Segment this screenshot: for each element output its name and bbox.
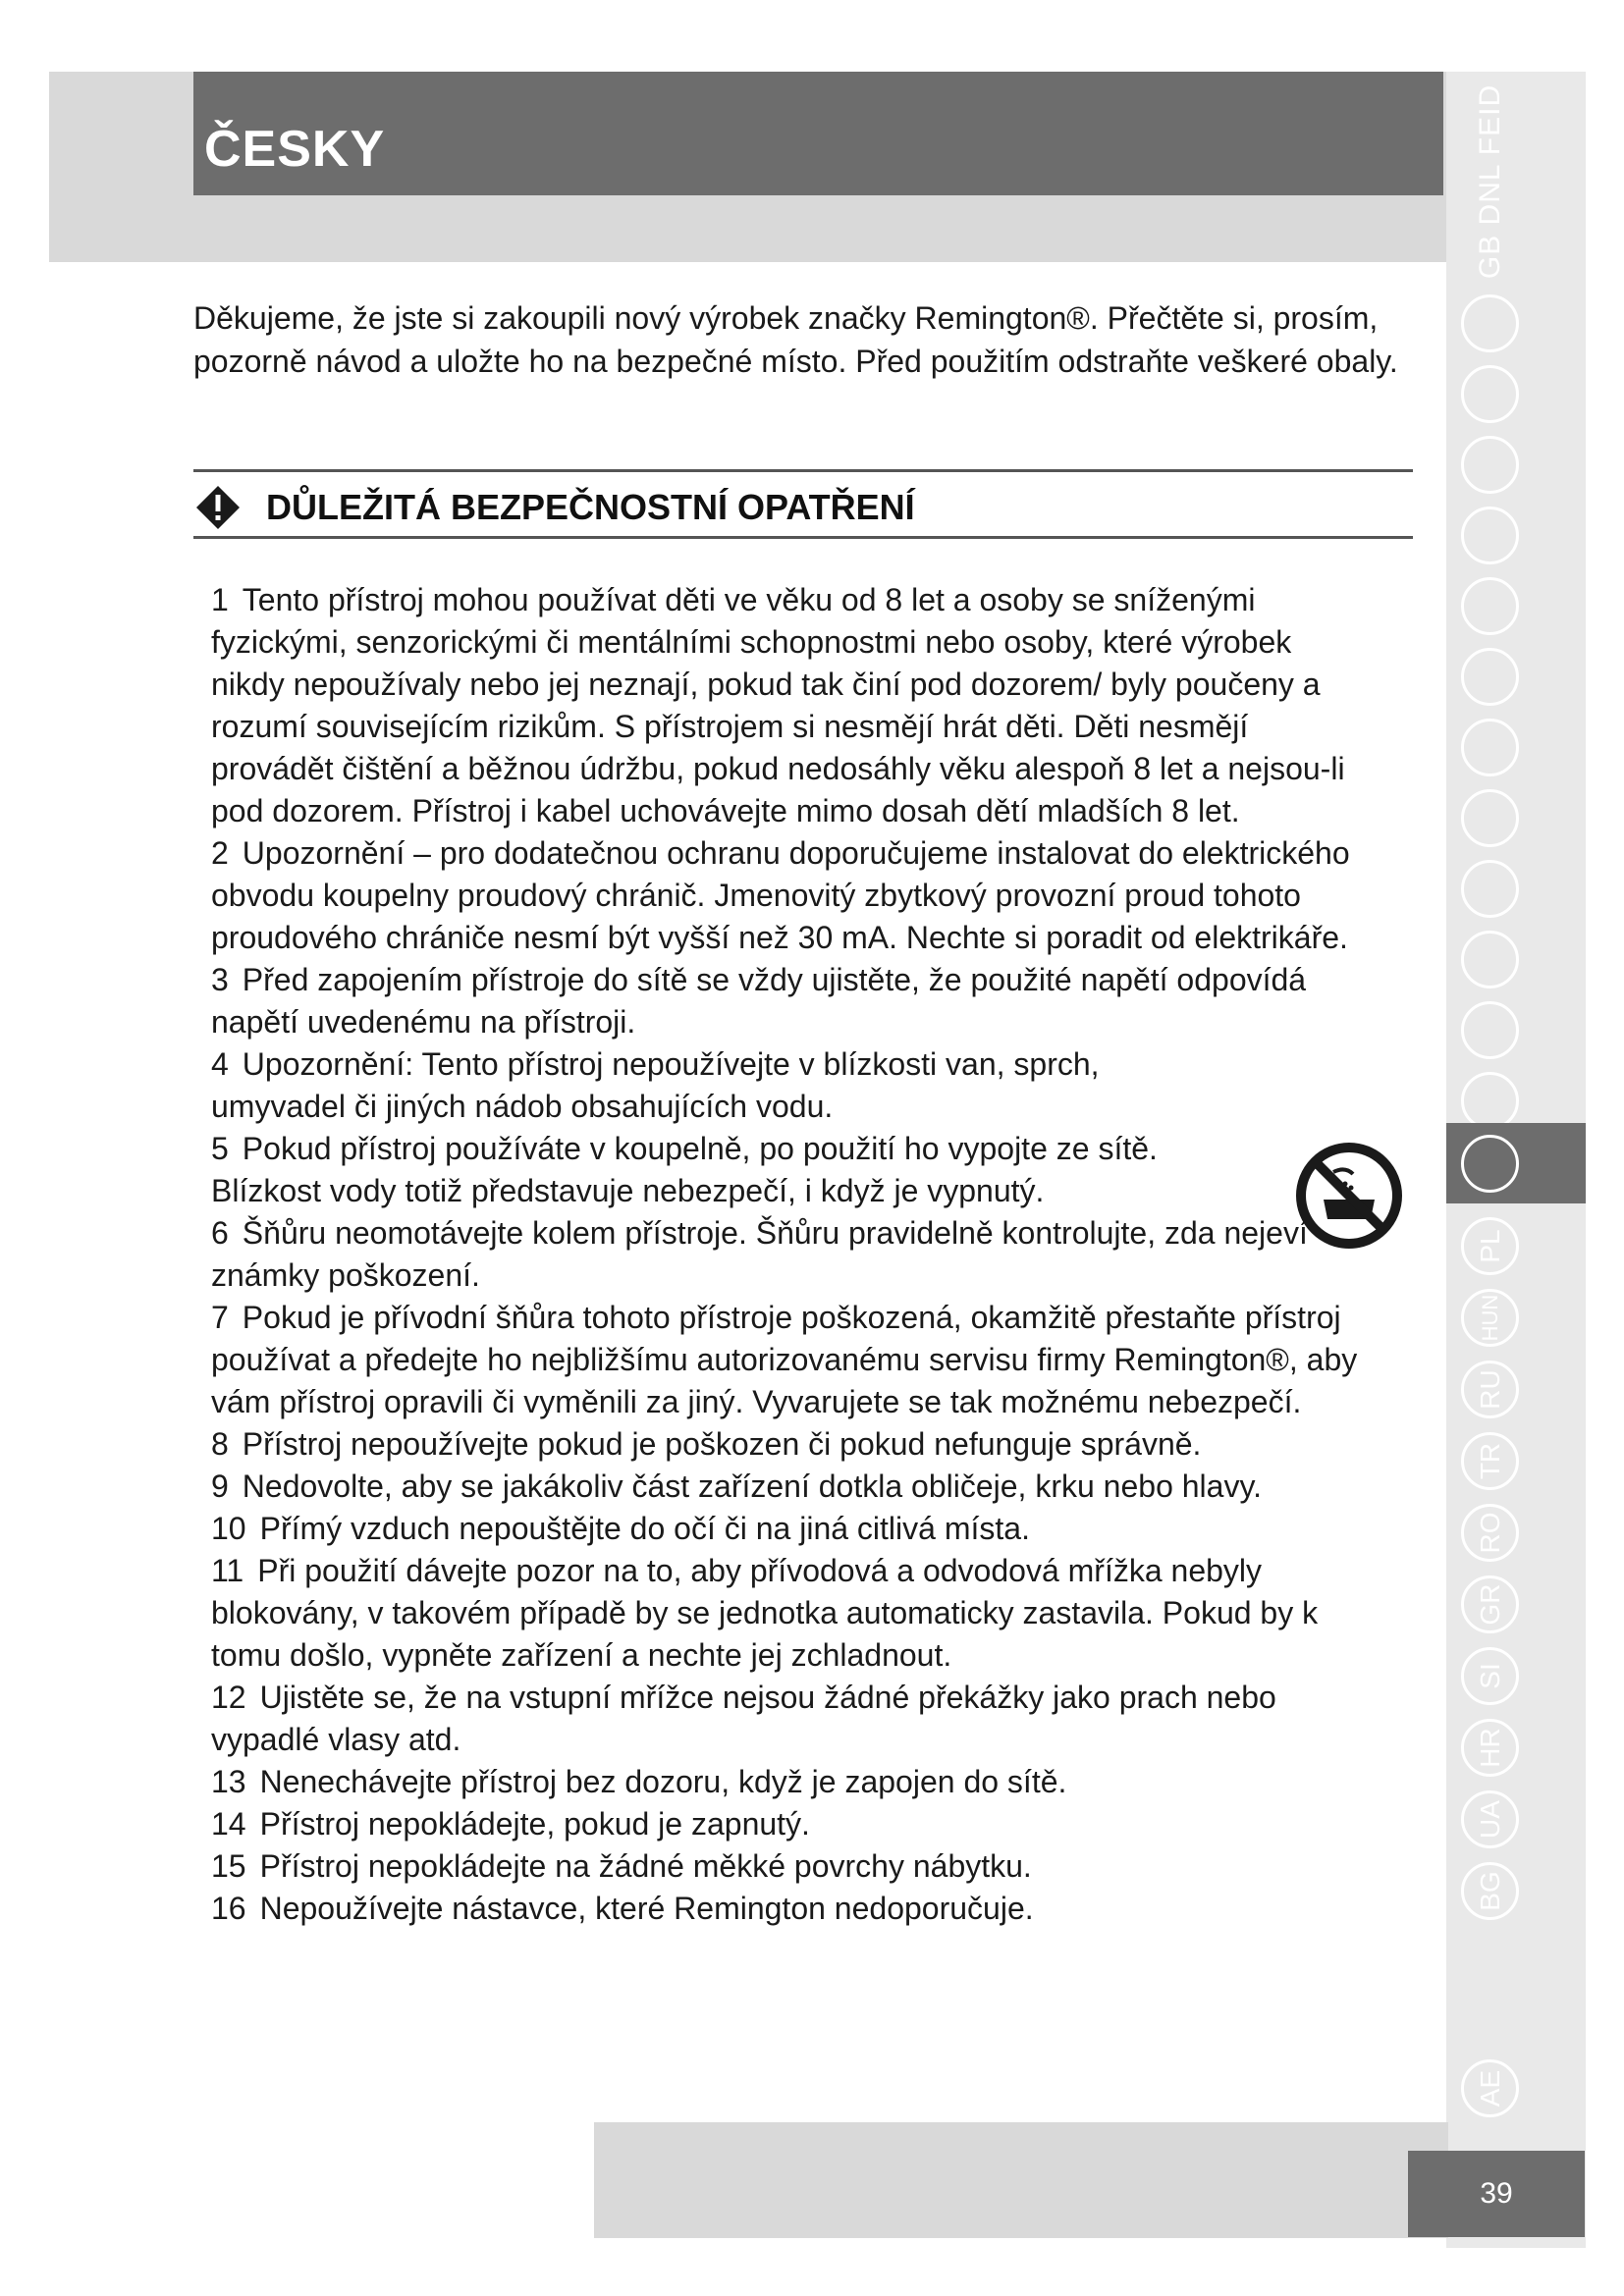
language-tab-label: SI [1474,1663,1505,1689]
language-tab-empty[interactable] [1461,648,1519,706]
list-item: 5 Pokud přístroj používáte v koupelně, po použití ho vypojte ze sítě. Blízkost vody totiž představuje nebezpečí, i když je vypnutý. [211,1131,1158,1208]
footer-band [594,2122,1448,2238]
list-item: 1 Tento přístroj mohou používat děti ve věku od 8 let a osoby se sníženými fyzickými, senzorickými či mentálními schopnostmi nebo osoby, které výrobek nikdy nepoužívaly nebo jej neznají, pokud tak činí pod dozorem/ byly poučeny a rozumí souvisejícím rizikům. S přístrojem si nesmějí hrát děti. Děti nesmějí provádět čištění a běžnou údržbu, pokud nedosáhly věku alespoň 8 let a nejsou-li pod dozorem. Přístroj i kabel uchovávejte mimo dosah dětí mladších 8 let. [211,582,1345,828]
list-item: 3 Před zapojením přístroje do sítě se vždy ujistěte, že použité napětí odpovídá napětí uvedenému na přístroji. [211,962,1307,1040]
language-tab-ae[interactable] [1461,2059,1519,2117]
warning-diamond-icon [195,485,241,530]
language-tab-empty[interactable] [1461,365,1519,423]
language-tab-empty[interactable] [1461,1001,1519,1059]
language-tab-label: HR [1474,1728,1505,1768]
list-item: 2 Upozornění – pro dodatečnou ochranu doporučujeme instalovat do elektrického obvodu koupelny proudový chránič. Jmenovitý zbytkový provozní proud tohoto proudového chrániče nesmí být vyšší než 30 mA. Nechte si poradit od elektrikáře. [211,835,1350,955]
language-tab-label: UA [1474,1800,1505,1839]
language-tab-label: HUN [1477,1294,1502,1342]
list-item: 10 Přímý vzduch nepouštějte do očí či na jiná citlivá místa. [211,1511,1030,1546]
list-item: 15 Přístroj nepokládejte na žádné měkké povrchy nábytku. [211,1848,1032,1884]
intro-paragraph: Děkujeme, že jste si zakoupili nový výrobek značky Remington®. Přečtěte si, prosím, pozorně návod a uložte ho na bezpečné místo. Před použitím odstraňte veškeré obaly. [193,300,1398,379]
language-tab-empty[interactable] [1461,294,1519,352]
language-tab-ua[interactable] [1461,1790,1519,1848]
language-tab-hun[interactable] [1461,1289,1519,1347]
language-tab-empty[interactable] [1461,1072,1519,1130]
list-item: 13 Nenechávejte přístroj bez dozoru, když je zapojen do sítě. [211,1764,1067,1799]
language-tab-si[interactable] [1461,1647,1519,1705]
language-tab-label: GR [1474,1583,1505,1626]
language-tab-label: AE [1474,2069,1505,2108]
language-tab-empty[interactable] [1461,719,1519,776]
no-water-bath-icon [1294,1141,1404,1251]
language-tab-empty[interactable] [1461,789,1519,847]
section-rule-top [193,469,1413,472]
language-tab-empty[interactable] [1461,860,1519,918]
safety-list [193,579,1372,1930]
language-tab-ro[interactable] [1461,1504,1519,1562]
language-tab-active[interactable] [1461,1135,1519,1193]
language-tab-label: RU [1474,1369,1505,1410]
section-heading [193,479,1413,540]
list-item: 7 Pokud je přívodní šňůra tohoto přístroje poškozená, okamžitě přestaňte přístroj používat a předejte ho nejbližšímu autorizovanému servisu firmy Remington®, aby vám přístroj opravili či vyměnili za jiný. Vyvarujete se tak možnému nebezpečí. [211,1300,1358,1419]
language-tab-ru[interactable] [1461,1361,1519,1418]
section-rule-bottom [193,536,1413,539]
language-tab-label: RO [1474,1512,1505,1554]
list-item: 16 Nepoužívejte nástavce, které Remington nedoporučuje. [211,1891,1034,1926]
list-item: 11 Při použití dávejte pozor na to, aby přívodová a odvodová mřížka nebyly blokovány, v takovém případě by se jednotka automaticky zastavila. Pokud by k tomu došlo, vypněte zařízení a nechte jej zchladnout. [211,1553,1319,1673]
language-tab-empty[interactable] [1461,577,1519,635]
page-number: 39 [1480,2177,1513,2210]
list-item: 8 Přístroj nepoužívejte pokud je poškozen či pokud nefunguje správně. [211,1426,1202,1462]
language-tab-empty[interactable] [1461,436,1519,494]
language-tab-pl[interactable] [1461,1217,1519,1275]
language-tab-empty[interactable] [1461,507,1519,564]
list-item: 14 Přístroj nepokládejte, pokud je zapnutý. [211,1806,810,1842]
language-tab-label: PL [1474,1229,1505,1263]
language-tab-label: BG [1474,1871,1505,1911]
language-tab-hr[interactable] [1461,1719,1519,1777]
language-tab-bg[interactable] [1461,1862,1519,1920]
language-tab-gr[interactable] [1461,1575,1519,1633]
list-item: 6 Šňůru neomotávejte kolem přístroje. Šňůru pravidelně kontrolujte, zda nejeví známky poškození. [211,1215,1308,1293]
language-tab-top-label: GB DNL FEID [1474,83,1506,280]
page-title: ČESKY [204,121,386,178]
language-tab-empty[interactable] [1461,931,1519,988]
language-tab-label: TR [1474,1442,1505,1480]
list-item: 4 Upozornění: Tento přístroj nepoužívejte v blízkosti van, sprch, umyvadel či jiných nádob obsahujících vodu. [211,1046,1100,1124]
language-tab-top-group[interactable] [1451,69,1530,294]
section-title: DŮLEŽITÁ BEZPEČNOSTNÍ OPATŘENÍ [266,487,915,527]
page-number-box [1408,2151,1585,2237]
list-item: 12 Ujistěte se, že na vstupní mřížce nejsou žádné překážky jako prach nebo vypadlé vlasy atd. [211,1680,1276,1757]
language-tab-tr[interactable] [1461,1432,1519,1490]
list-item: 9 Nedovolte, aby se jakákoliv část zařízení dotkla obličeje, krku nebo hlavy. [211,1468,1262,1504]
